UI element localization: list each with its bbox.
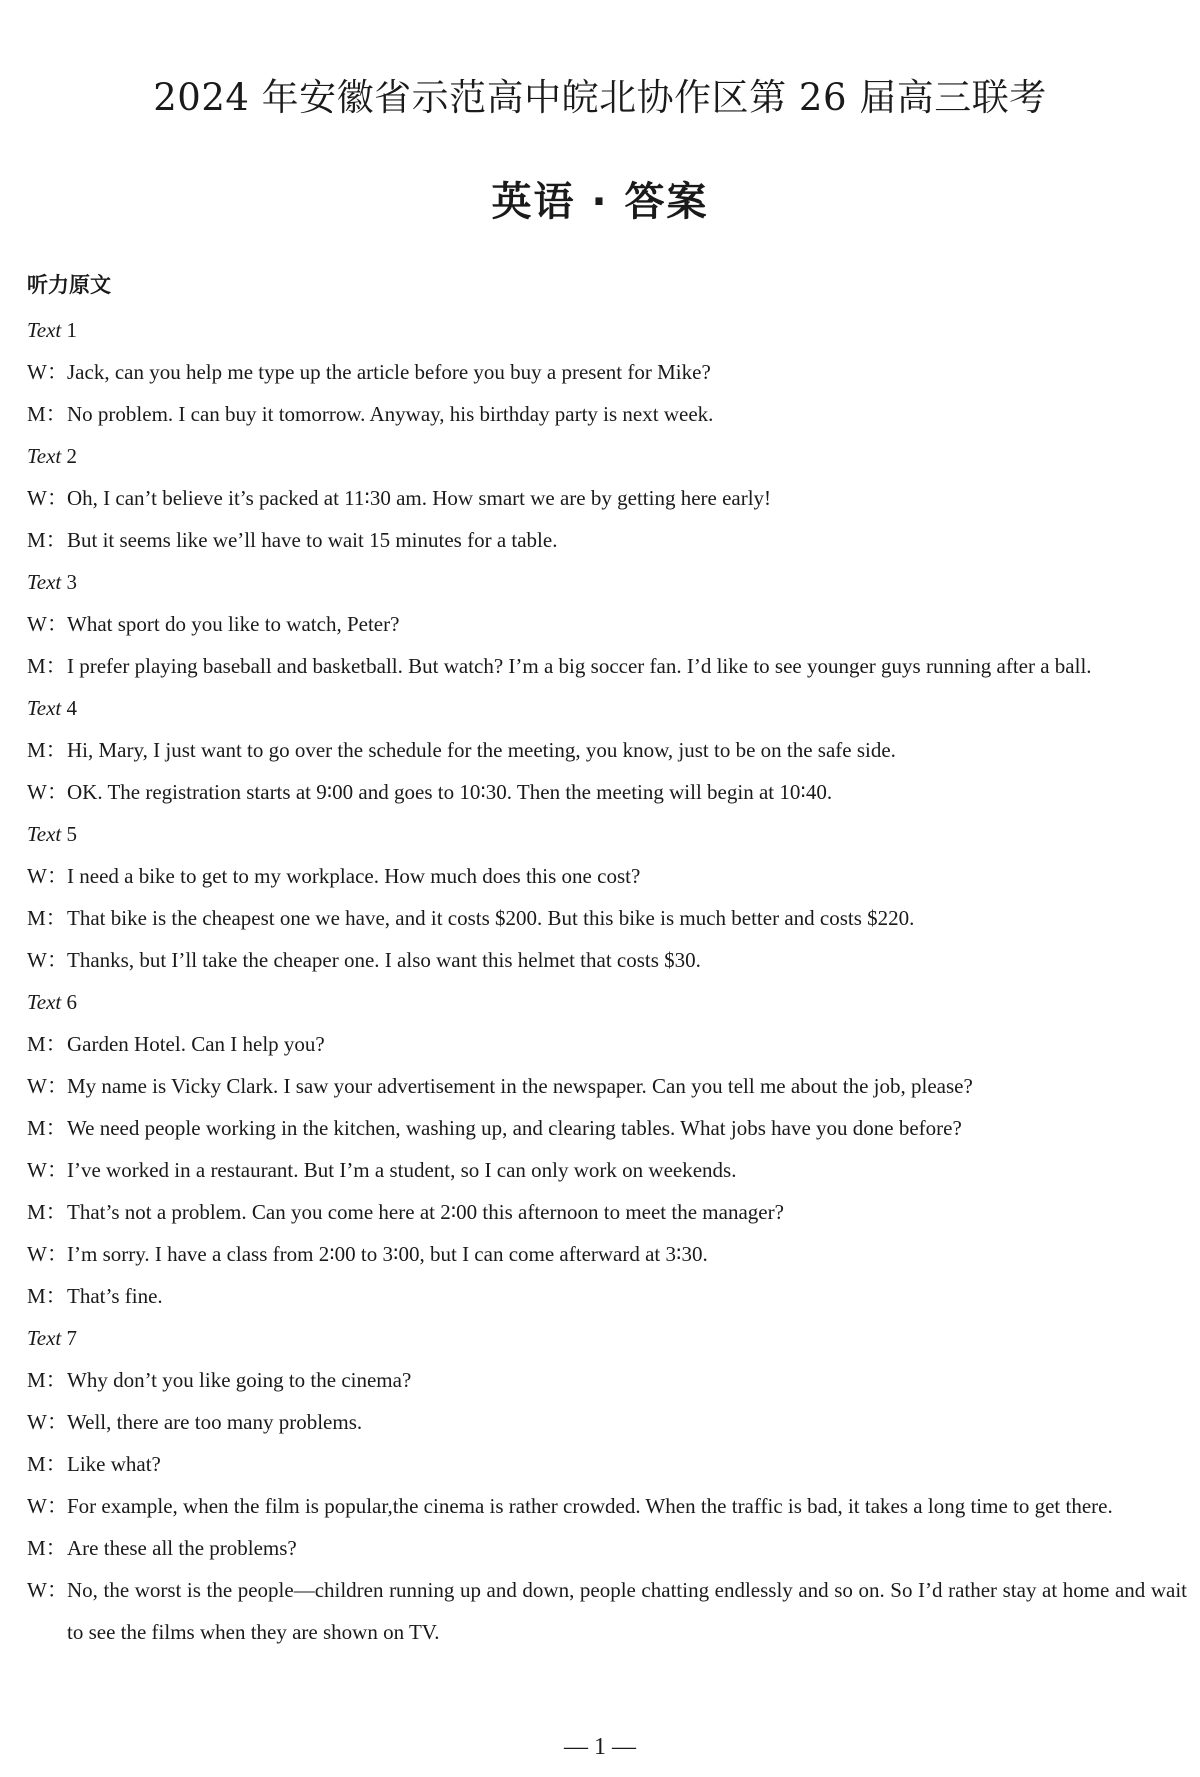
text-label-word: Text	[27, 570, 62, 594]
speaker-tag: W：	[27, 612, 68, 636]
dialogue-line	[27, 603, 1187, 645]
speaker-tag: M：	[27, 528, 67, 552]
dialogue-text: I’ve worked in a restaurant. But I’m a student, so I can only work on weekends.	[67, 1158, 737, 1182]
dialogue-text: Well, there are too many problems.	[67, 1410, 363, 1434]
text-label-number: 7	[66, 1326, 77, 1350]
dialogue-text: I prefer playing baseball and basketball. But watch? I’m a big soccer fan. I’d like to see younger guys running after a ball.	[67, 654, 1092, 678]
dialogue-line	[27, 1023, 1187, 1065]
speaker-tag: M：	[27, 1032, 67, 1056]
text-label	[27, 309, 1187, 351]
speaker-tag: M：	[27, 1116, 67, 1140]
text-label-word: Text	[27, 990, 62, 1014]
dialogue-line	[27, 1443, 1187, 1485]
dialogue-text: Oh, I can’t believe it’s packed at 11∶30 am. How smart we are by getting here early!	[67, 486, 772, 510]
text-label	[27, 687, 1187, 729]
speaker-tag: W：	[27, 1242, 68, 1266]
speaker-tag: W：	[27, 360, 68, 384]
page-title: 2024 年安徽省示范高中皖北协作区第 26 届高三联考	[153, 76, 1047, 119]
dialogue-line	[27, 519, 1187, 561]
dialogue-text: Hi, Mary, I just want to go over the schedule for the meeting, you know, just to be on the safe side.	[67, 738, 896, 762]
dialogue-text: I need a bike to get to my workplace. How much does this one cost?	[67, 864, 641, 888]
speaker-tag: M：	[27, 738, 67, 762]
dialogue-text: We need people working in the kitchen, washing up, and clearing tables. What jobs have you done before?	[67, 1116, 962, 1140]
speaker-tag: M：	[27, 906, 67, 930]
text-label-number: 3	[66, 570, 77, 594]
text-label	[27, 1317, 1187, 1359]
dialogue-line	[27, 1275, 1187, 1317]
dialogue-line	[27, 1149, 1187, 1191]
dialogue-text: OK. The registration starts at 9∶00 and goes to 10∶30. Then the meeting will begin at 10∶40.	[67, 780, 833, 804]
transcript-body	[27, 309, 1187, 1653]
dialogue-line	[27, 1065, 1187, 1107]
dialogue-line	[27, 1191, 1187, 1233]
dialogue-line	[27, 771, 1187, 813]
section-heading: 听力原文	[27, 273, 111, 297]
speaker-tag: M：	[27, 654, 67, 678]
text-label-word: Text	[27, 822, 62, 846]
dialogue-line	[27, 351, 1187, 393]
dialogue-text: Like what?	[67, 1452, 161, 1476]
text-label-number: 6	[66, 990, 77, 1014]
speaker-tag: W：	[27, 1494, 68, 1518]
dialogue-text: Jack, can you help me type up the article before you buy a present for Mike?	[67, 360, 711, 384]
dialogue-line	[27, 477, 1187, 519]
speaker-tag: W：	[27, 780, 68, 804]
text-label	[27, 813, 1187, 855]
dialogue-text: That bike is the cheapest one we have, and it costs $200. But this bike is much better and costs $220.	[67, 906, 915, 930]
speaker-tag: M：	[27, 1368, 67, 1392]
dialogue-text: Why don’t you like going to the cinema?	[67, 1368, 412, 1392]
dialogue-text: No problem. I can buy it tomorrow. Anyway, his birthday party is next week.	[67, 402, 714, 426]
text-label-number: 2	[66, 444, 77, 468]
text-label-word: Text	[27, 696, 62, 720]
text-label	[27, 561, 1187, 603]
speaker-tag: W：	[27, 486, 68, 510]
dialogue-line	[27, 1401, 1187, 1443]
speaker-tag: W：	[27, 1074, 68, 1098]
text-label-number: 4	[66, 696, 77, 720]
dialogue-text: That’s fine.	[67, 1284, 163, 1308]
text-label-word: Text	[27, 318, 62, 342]
dialogue-line	[27, 1107, 1187, 1149]
dialogue-line	[27, 939, 1187, 981]
dialogue-text: What sport do you like to watch, Peter?	[67, 612, 400, 636]
dialogue-text: But it seems like we’ll have to wait 15 minutes for a table.	[67, 528, 558, 552]
dialogue-text: I’m sorry. I have a class from 2∶00 to 3∶00, but I can come afterward at 3∶30.	[67, 1242, 708, 1266]
text-label-number: 1	[66, 318, 77, 342]
page-subtitle: 英语 · 答案	[491, 179, 709, 225]
speaker-tag: W：	[27, 864, 68, 888]
dialogue-text: No, the worst is the people—children running up and down, people chatting endlessly and so on. So I’d rather stay at home and wait to see the films when they are shown on TV.	[67, 1578, 1187, 1644]
speaker-tag: M：	[27, 1284, 67, 1308]
speaker-tag: W：	[27, 1578, 68, 1602]
dialogue-line	[27, 1485, 1187, 1527]
dialogue-line	[27, 855, 1187, 897]
text-label	[27, 981, 1187, 1023]
dialogue-line	[27, 897, 1187, 939]
dialogue-line	[27, 729, 1187, 771]
dialogue-text: Garden Hotel. Can I help you?	[67, 1032, 325, 1056]
speaker-tag: M：	[27, 1536, 67, 1560]
dialogue-text: Thanks, but I’ll take the cheaper one. I also want this helmet that costs $30.	[67, 948, 701, 972]
dialogue-text: Are these all the problems?	[67, 1536, 297, 1560]
speaker-tag: M：	[27, 1452, 67, 1476]
text-label-number: 5	[66, 822, 77, 846]
dialogue-line	[27, 1569, 1187, 1653]
page-number: — 1 —	[564, 1734, 636, 1760]
dialogue-text: That’s not a problem. Can you come here at 2∶00 this afternoon to meet the manager?	[67, 1200, 784, 1224]
text-label-word: Text	[27, 444, 62, 468]
speaker-tag: W：	[27, 1410, 68, 1434]
speaker-tag: W：	[27, 1158, 68, 1182]
dialogue-line	[27, 393, 1187, 435]
dialogue-line	[27, 1359, 1187, 1401]
dialogue-line	[27, 1233, 1187, 1275]
speaker-tag: M：	[27, 402, 67, 426]
dialogue-text: For example, when the film is popular,the cinema is rather crowded. When the traffic is bad, it takes a long time to get there.	[67, 1494, 1113, 1518]
text-label	[27, 435, 1187, 477]
dialogue-text: My name is Vicky Clark. I saw your advertisement in the newspaper. Can you tell me about the job, please?	[67, 1074, 973, 1098]
text-label-word: Text	[27, 1326, 62, 1350]
dialogue-line	[27, 645, 1187, 687]
dialogue-line	[27, 1527, 1187, 1569]
speaker-tag: M：	[27, 1200, 67, 1224]
speaker-tag: W：	[27, 948, 68, 972]
